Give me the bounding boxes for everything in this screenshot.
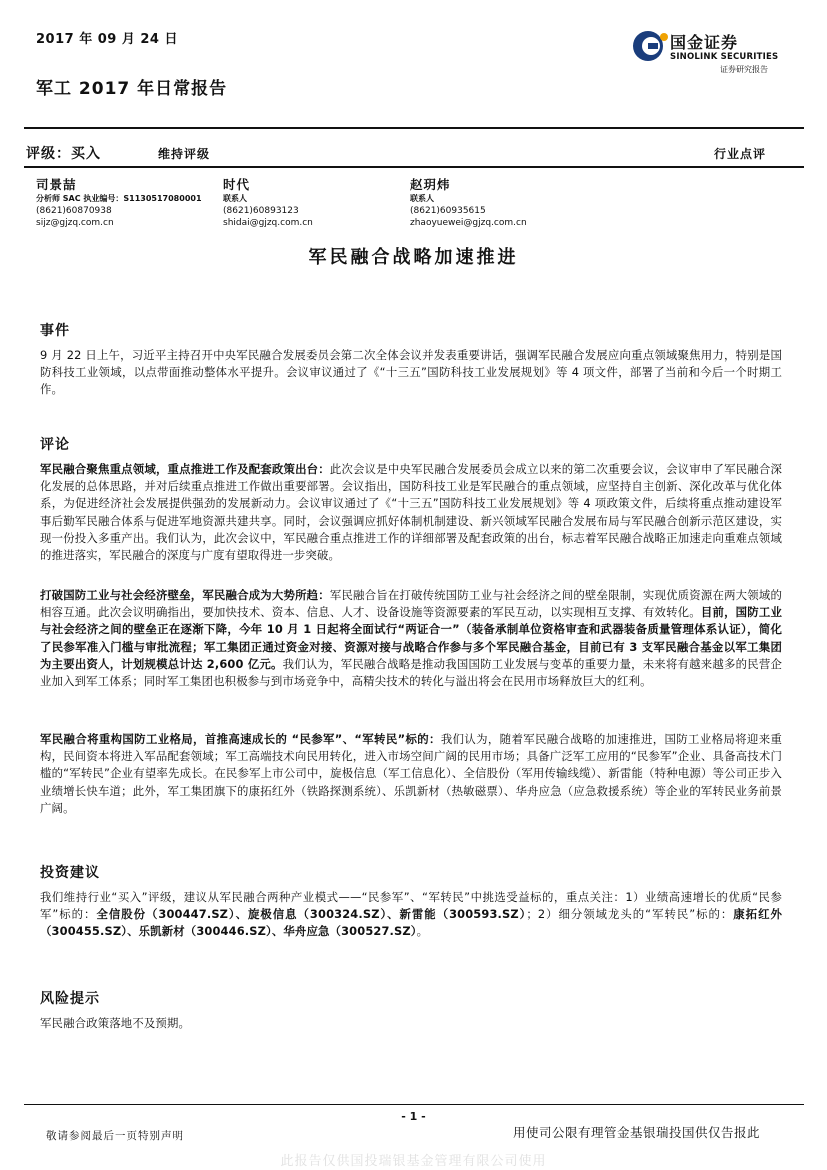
comment-p2-conclusion: 我们认为，军民融合战略是推动我国国防工业发展与变革的重要力量，未来将有越来越多的民营企业加入到军工体系；同时军工集团也积极参与到市场竞争中，高精尖技术的转化与溢出将会在民用市场释放巨大的红利。 xyxy=(40,656,783,689)
report-date: 2017 年 09 月 24 日 xyxy=(36,32,178,47)
analyst-phone: (8621)60870938 xyxy=(36,206,112,216)
section-heading-invest: 投资建议 xyxy=(40,865,100,881)
logo-subtitle: 证券研究报告 xyxy=(720,65,768,74)
invest-paragraph xyxy=(40,889,782,941)
watermark: 此报告仅供国投瑞银基金管理有限公司使用 xyxy=(280,1154,547,1169)
analyst-title: 分析师 SAC 执业编号：S1130517080001 xyxy=(36,194,202,203)
footer-disclaimer: 敬请参阅最后一页特别声明 xyxy=(46,1130,184,1142)
analyst-phone: (8621)60935615 xyxy=(410,206,486,216)
report-series-title: 军工 2017 年日常报告 xyxy=(36,79,228,99)
page-number: - 1 - xyxy=(401,1110,426,1123)
analyst-name: 赵玥炜 xyxy=(410,177,451,192)
invest-stocks-group-1: 全信股份（300447.SZ）、旋极信息（300324.SZ）、新雷能（300593.SZ） xyxy=(96,907,527,922)
comment-p1-body: 此次会议是中央军民融合发展委员会成立以来的第二次重要会议，会议审申了军民融合深化发展的总体思路，并对后续重点推进工作做出重要部署。会议指出，国防科技工业是军民融合的重点领域，应坚持自主创新、深化改革与优化体系，为促进经济社会发展提供强劲的发展新动力。会议审议通过了《“十三五”国防科技工业发展规划》等 4 项政策文件，后续将重点推动建设军事后勤军民融合体系与促进军地资源共建共享。同时，会议强调应抓好体制机制建设、新兴领域军民融合发展布局与军民融合创新示范区建设，实现一份投入多重产出。我们认为，此次会议中，军民融合重点推进工作的详细部署及配套政策的出台，标志着军民融合战略正加速走向重难点领域的推进落实，军民融合的深度与广度有望取得进一步突破。 xyxy=(40,462,782,563)
invest-intro: 我们维持行业“买入”评级，建议从军民融合两种产业模式——“民参军”、“军转民”中挑选受益标的，重点关注：1）业绩高速增长的优质“民参军”标的： xyxy=(40,890,782,922)
section-heading-risk: 风险提示 xyxy=(40,991,100,1007)
rating-label: 评级：买入 xyxy=(26,146,101,162)
rating-divider xyxy=(24,166,804,168)
comment-p2-lead: 打破国防工业与社会经济壁垒，军民融合成为大势所趋： xyxy=(40,588,330,602)
header-divider xyxy=(24,127,804,129)
invest-end: 。 xyxy=(416,924,429,939)
logo-chinese-name: 国金证券 xyxy=(670,33,739,52)
invest-stocks-group-2: 康拓红外（300455.SZ）、乐凯新材（300446.SZ）、华舟应急（300527.SZ） xyxy=(40,907,782,939)
analyst-phone: (8621)60893123 xyxy=(223,206,299,216)
comment-paragraph-2 xyxy=(40,587,782,690)
comment-paragraph-3 xyxy=(40,731,782,817)
analyst-name: 司景喆 xyxy=(36,177,77,192)
analyst-block-3 xyxy=(410,176,527,229)
section-heading-comment: 评论 xyxy=(40,437,70,453)
comment-p3-lead: 军民融合将重构国防工业格局，首推高速成长的 “民参军”、“军转民”标的： xyxy=(40,732,441,746)
analyst-title: 联系人 xyxy=(410,194,434,203)
invest-connector: ；2）细分领域龙头的“军转民”标的： xyxy=(526,907,734,922)
analyst-title: 联系人 xyxy=(223,194,247,203)
comment-p3-body: 我们认为，随着军民融合战略的加速推进，国防工业格局将迎来重构，民间资本将进入军品配套领域；军工高端技术向民用转化，进入市场空间广阔的民用市场；具备广泛军工应用的“民参军”企业、具备高技术门槛的“军转民”企业有望率先成长。在民参军上市公司中，旋极信息（军工信息化）、全信股份（军用传输线缆）、新雷能（特种电源）等公司正步入业绩增长快车道；此外，军工集团旗下的康拓红外（铁路探测系统）、乐凯新材（热敏磁票）、华舟应急（应急救援系统）等企业的军转民业务前景广阔。 xyxy=(40,732,783,815)
footer-divider xyxy=(24,1104,804,1105)
footer-usage-note: 用使司公限有理管金基银瑞投国供仅告报此 xyxy=(513,1125,761,1140)
analyst-email[interactable]: sijz@gjzq.com.cn xyxy=(36,218,114,228)
report-category: 行业点评 xyxy=(714,147,767,161)
risk-paragraph: 军民融合政策落地不及预期。 xyxy=(40,1016,191,1030)
comment-p1-lead: 军民融合聚焦重点领域，重点推进工作及配套政策出台： xyxy=(40,462,330,476)
analyst-block-2 xyxy=(223,176,313,229)
analyst-email[interactable]: shidai@gjzq.com.cn xyxy=(223,218,313,228)
analyst-email[interactable]: zhaoyuewei@gjzq.com.cn xyxy=(410,218,527,228)
analyst-block-1 xyxy=(36,176,202,229)
sinolink-logo-icon xyxy=(630,26,670,66)
analyst-name: 时代 xyxy=(223,177,251,192)
section-heading-event: 事件 xyxy=(40,323,70,339)
comment-paragraph-1 xyxy=(40,461,782,564)
comment-p2-highlight: 目前，国防工业与社会经济之间的壁垒正在逐渐下降，今年 10 月 1 日起将全面试行“两证合一”（装备承制单位资格审查和武器装备质量管理体系认证），简化了民参军准入门槛与审批流程；军工集团正通过资金对接、资源对接与战略合作参与多个军民融合基金，目前已有 3 支军民融合基金以军工集团为主要出资人，计划规模总计达 2,600 亿元。 xyxy=(40,605,782,671)
page-title: 军民融合战略加速推进 xyxy=(308,247,519,268)
rating-maintain: 维持评级 xyxy=(158,147,211,161)
event-paragraph: 9 月 22 日上午，习近平主持召开中央军民融合发展委员会第二次全体会议并发表重要讲话，强调军民融合发展应向重点领域聚焦用力，特别是国防科技工业领域，以点带面推动整体水平提升。会议审议通过了《“十三五”国防科技工业发展规划》等 4 项文件，部署了当前和今后一个时期工作。 xyxy=(40,348,782,397)
comment-p2-body: 军民融合旨在打破传统国防工业与社会经济之间的壁垒限制，实现优质资源在两大领域的相容互通。此次会议明确指出，要加快技术、资本、信息、人才、设备设施等资源要素的军民互动，以实现相互支撑、有效转化。 xyxy=(40,588,782,620)
logo-english-name: SINOLINK SECURITIES xyxy=(670,52,779,62)
